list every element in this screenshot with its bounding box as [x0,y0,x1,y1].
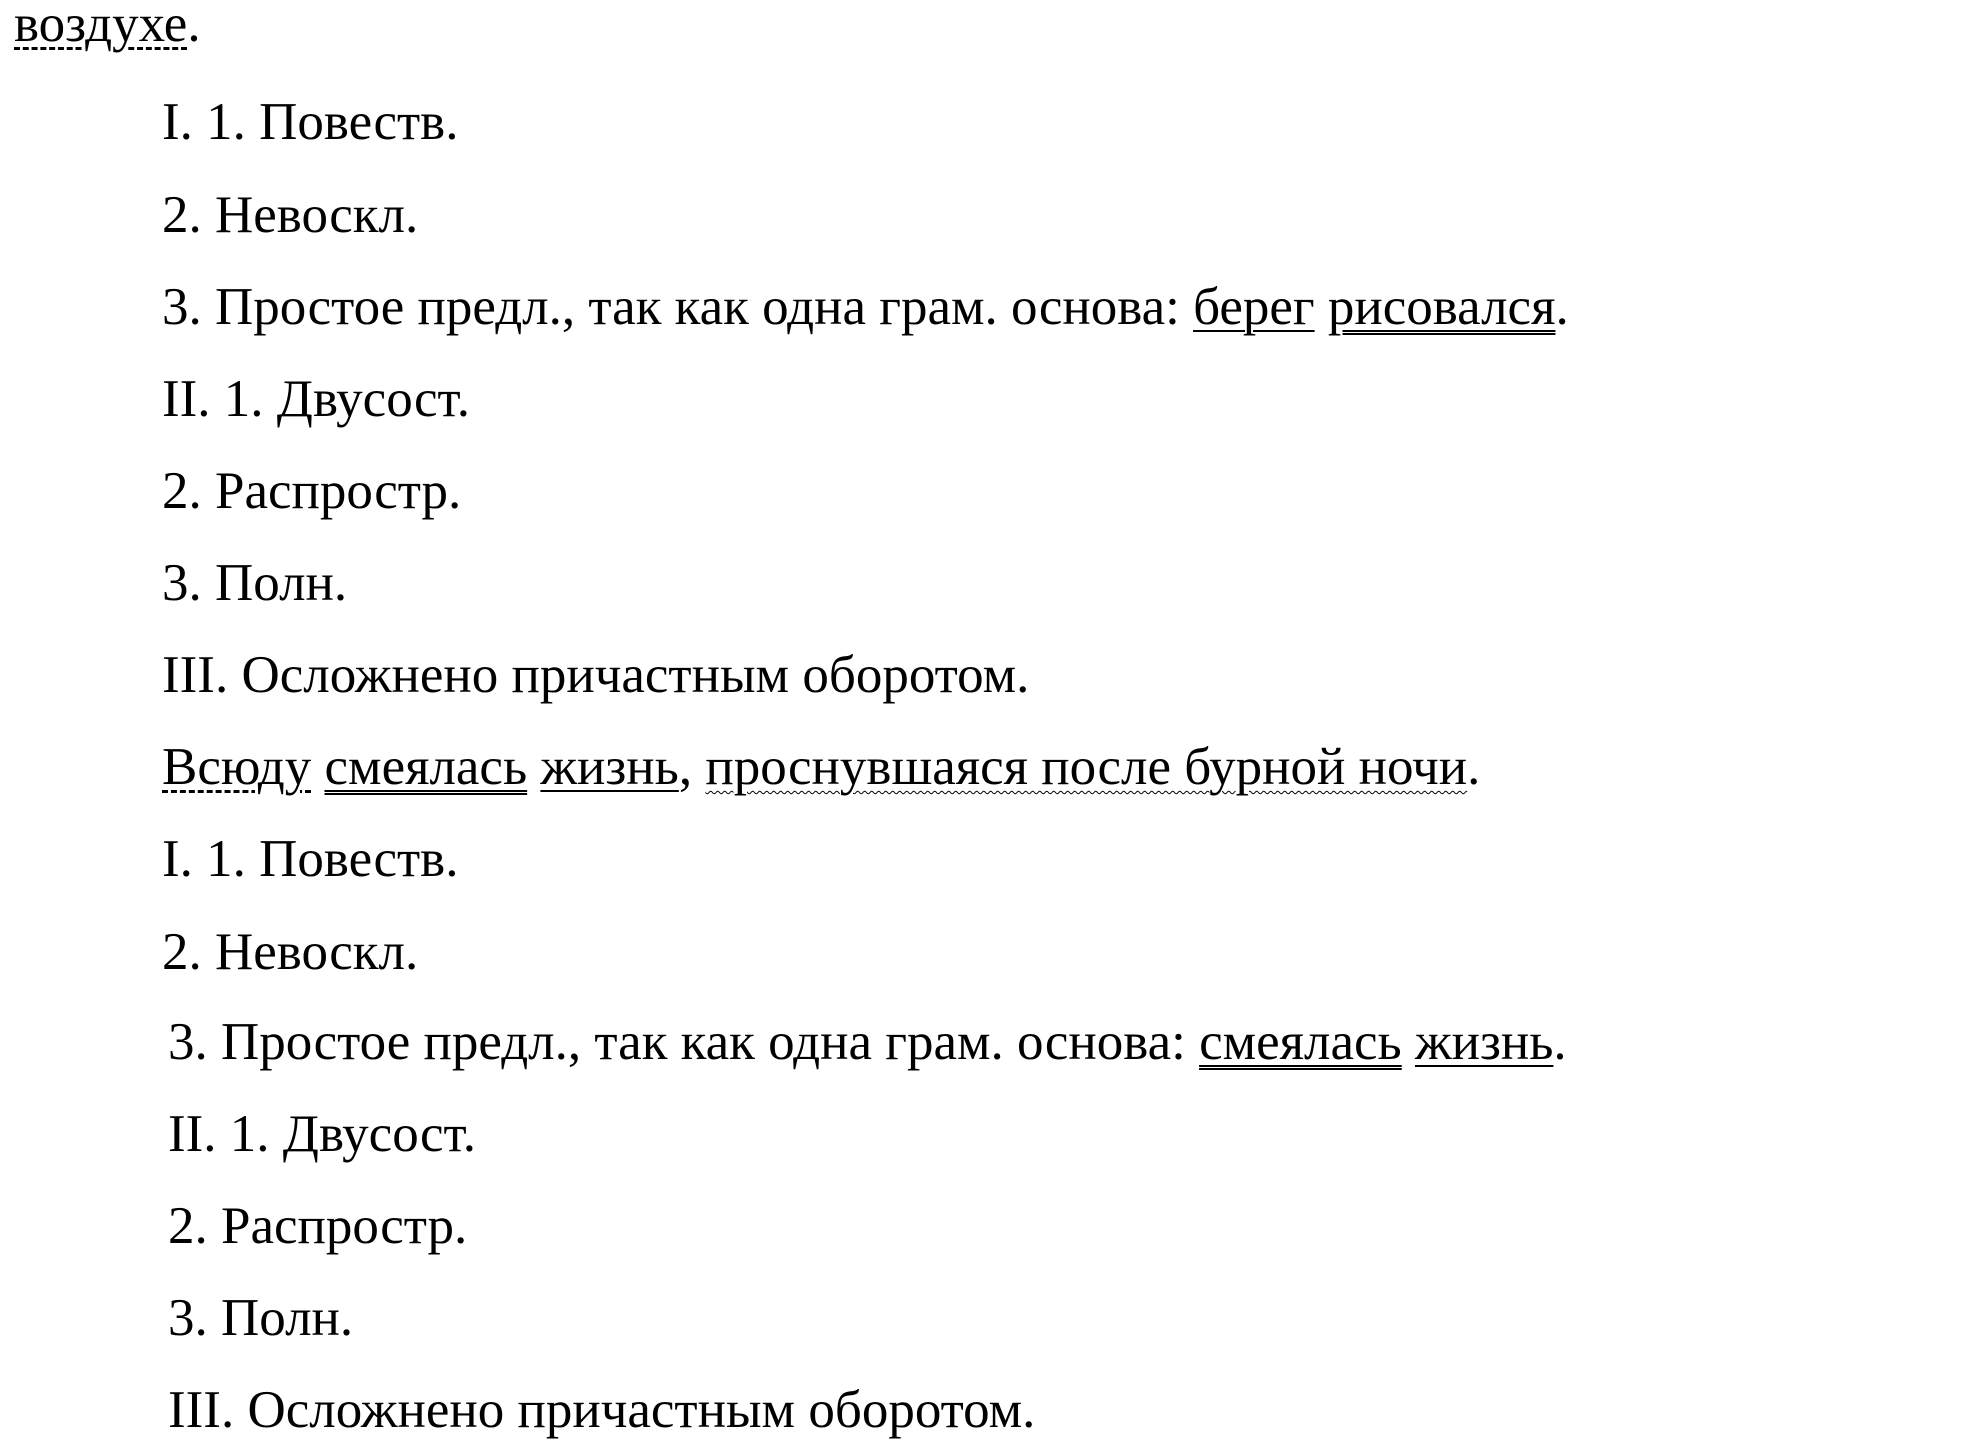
comma: , [678,738,706,796]
analysis-item-6: 3. Полн. [162,554,348,612]
period: . [1553,1013,1567,1071]
adverbial-word: Всюду [162,738,312,796]
space [527,738,540,796]
basis-prefix: 3. Простое предл., так как одна грам. основа: [168,1013,1200,1071]
analysis-item-6: 3. Полн. [168,1289,354,1347]
period: . [187,0,201,53]
subject-word: жизнь [1414,1013,1554,1071]
analysis-item-2: 2. Невоскл. [162,923,419,981]
analysis-item-4: II. 1. Двусост. [162,370,470,428]
example-sentence [162,735,1480,799]
analysis-item-3 [162,275,1569,339]
predicate-word: смеялась [1199,1013,1402,1071]
analysis-item-4: II. 1. Двусост. [168,1105,476,1163]
top-fragment-line [14,0,201,56]
period: . [1555,278,1569,336]
period: . [1467,738,1481,796]
space [311,738,324,796]
circumstance-word: воздухе [14,0,188,53]
space [1315,278,1328,336]
analysis-item-1: I. 1. Повеств. [162,830,459,888]
participle-phrase: проснувшаяся после бурной ночи [705,738,1468,796]
analysis-item-7: III. Осложнено причастным оборотом. [162,646,1030,704]
predicate-word: рисовался [1327,278,1556,336]
analysis-item-1: I. 1. Повеств. [162,93,459,151]
subject-word: берег [1193,278,1315,336]
analysis-item-7: III. Осложнено причастным оборотом. [168,1381,1036,1439]
subject-word: жизнь [540,738,679,796]
analysis-item-5: 2. Распростр. [168,1197,468,1255]
analysis-item-2: 2. Невоскл. [162,186,419,244]
basis-prefix: 3. Простое предл., так как одна грам. основа: [162,278,1194,336]
analysis-item-3 [168,1010,1567,1074]
space [1402,1013,1415,1071]
analysis-item-5: 2. Распростр. [162,462,462,520]
predicate-word: смеялась [324,738,528,796]
